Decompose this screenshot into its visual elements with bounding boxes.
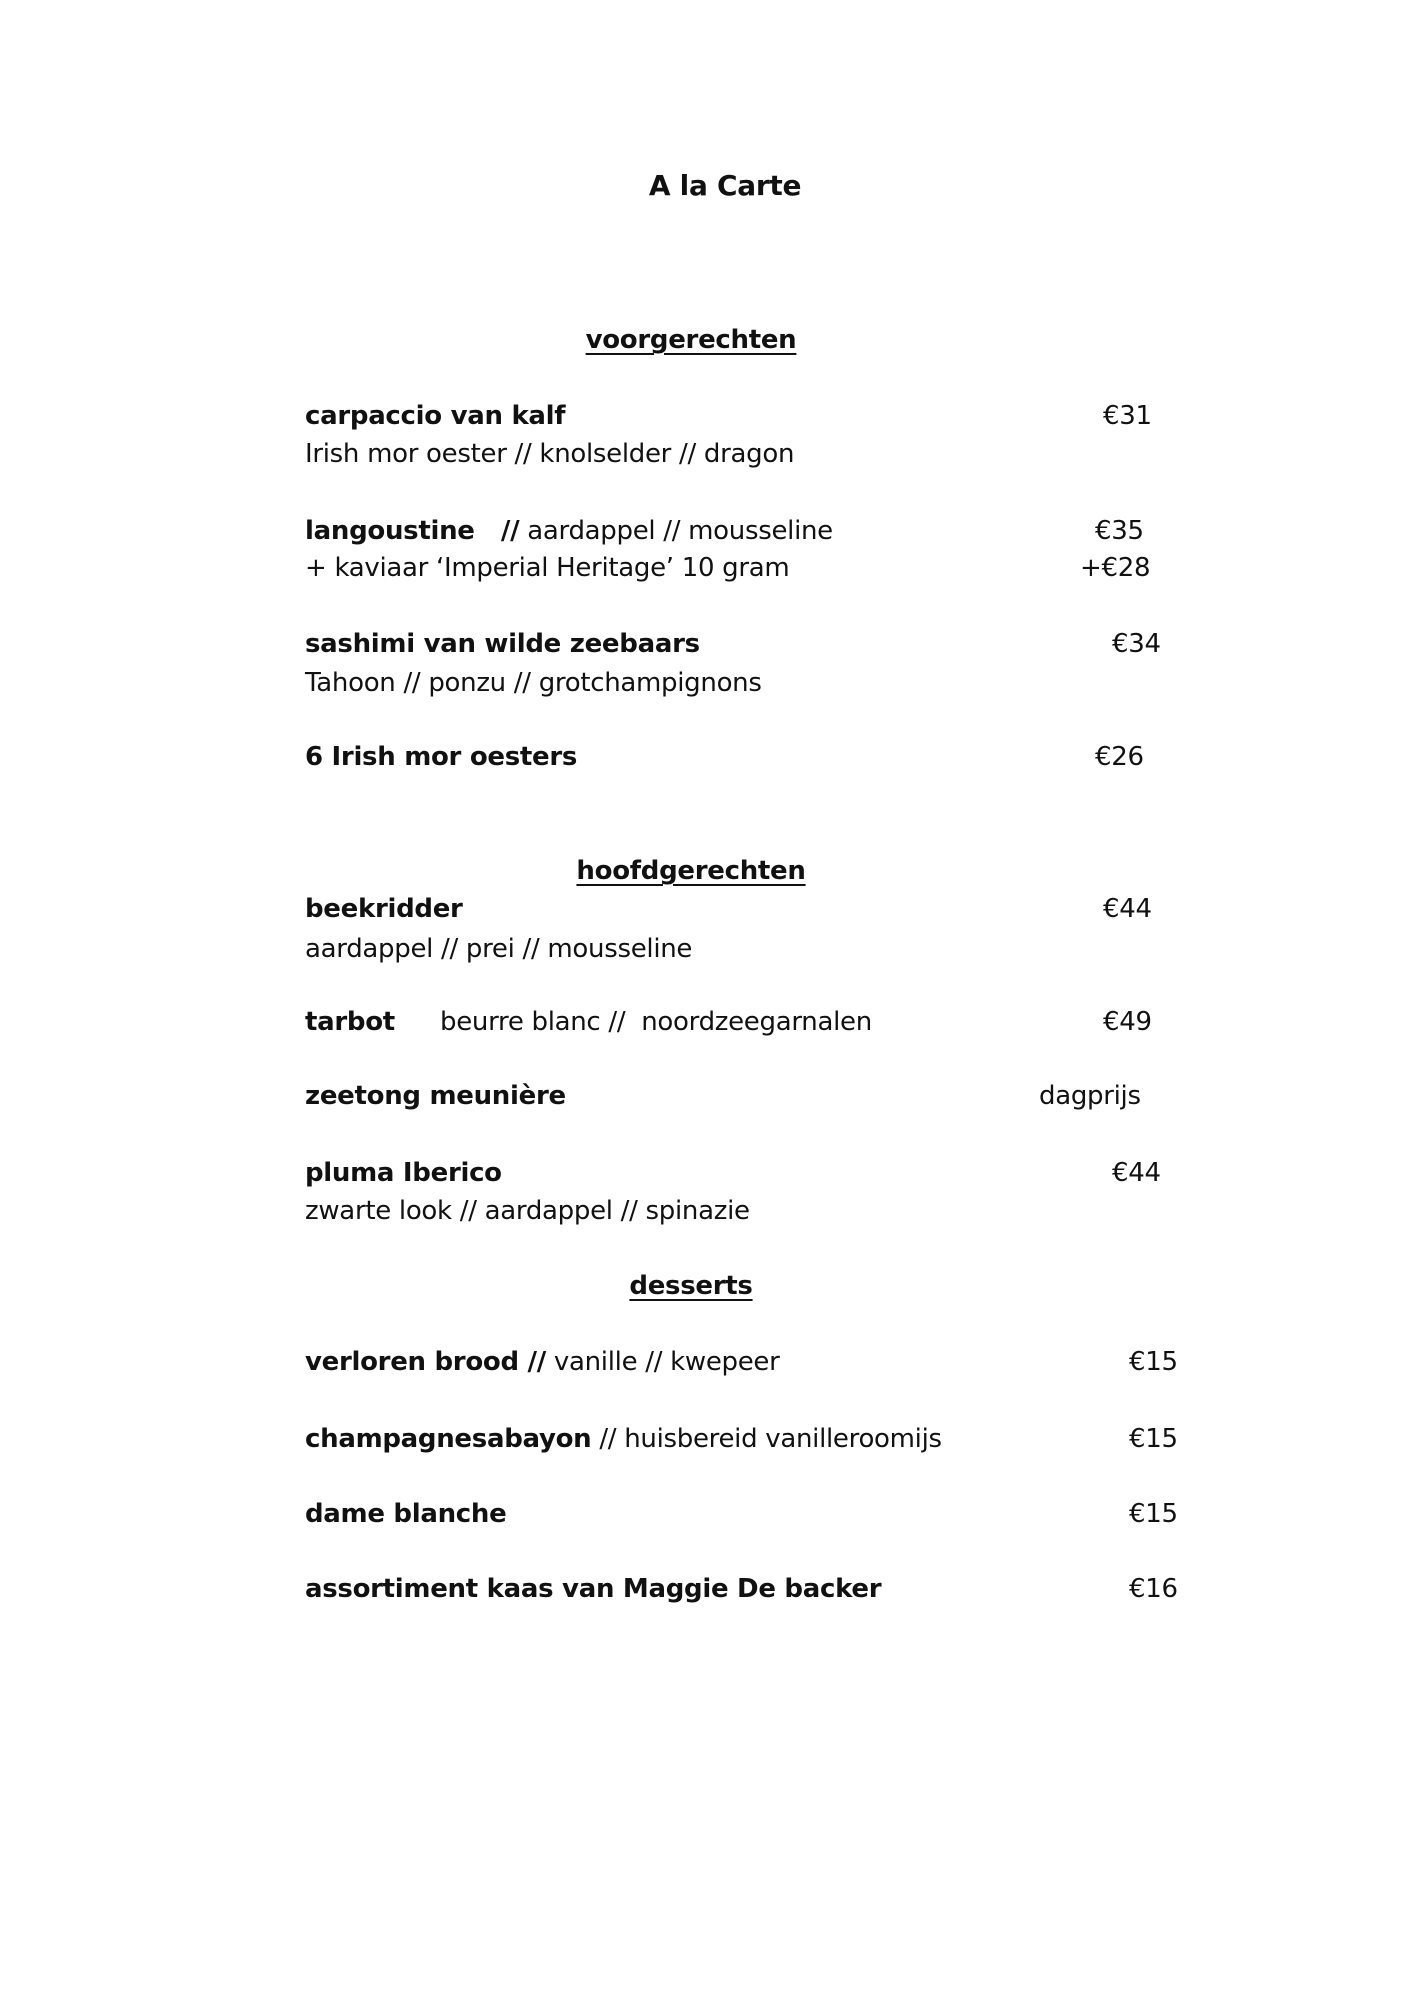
- menu-item-description: beurre blanc // noordzeegarnalen: [440, 1007, 872, 1037]
- menu-item-name: sashimi van wilde zeebaars: [305, 629, 700, 659]
- menu-item-price: €44: [1103, 894, 1152, 924]
- menu-item-separator: //: [474, 516, 520, 546]
- menu-item-price: €34: [1112, 629, 1161, 659]
- menu-item-extra-price: +€28: [1080, 553, 1151, 583]
- section-heading-desserts: desserts: [629, 1271, 753, 1301]
- menu-item-name: champagnesabayon: [305, 1424, 592, 1454]
- menu-title: A la Carte: [648, 169, 802, 202]
- menu-item-description: zwarte look // aardappel // spinazie: [305, 1196, 750, 1226]
- menu-item-name: assortiment kaas van Maggie De backer: [305, 1574, 882, 1604]
- menu-item-name: tarbot: [305, 1007, 395, 1037]
- menu-item-description: aardappel // prei // mousseline: [305, 934, 693, 964]
- menu-item-price: €16: [1129, 1574, 1178, 1604]
- menu-item-description: aardappel // mousseline: [519, 516, 833, 546]
- menu-item-price: dagprijs: [1039, 1081, 1141, 1111]
- menu-item-description: vanille // kwepeer: [545, 1347, 780, 1377]
- menu-item-price: €26: [1095, 742, 1144, 772]
- menu-item-description: // huisbereid vanilleroomijs: [591, 1424, 942, 1454]
- menu-item-line: [305, 516, 833, 546]
- menu-item-line: [305, 1347, 780, 1377]
- section-heading-mains: hoofdgerechten: [576, 856, 806, 886]
- menu-item-price: €49: [1103, 1007, 1152, 1037]
- menu-item-price: €44: [1112, 1158, 1161, 1188]
- menu-item-price: €31: [1103, 401, 1152, 431]
- menu-item-description: Irish mor oester // knolselder // dragon: [305, 439, 795, 469]
- menu-item-extra: + kaviaar ‘Imperial Heritage’ 10 gram: [305, 553, 790, 583]
- menu-item-name: dame blanche: [305, 1499, 507, 1529]
- menu-item-name: pluma Iberico: [305, 1158, 502, 1188]
- menu-item-name: zeetong meunière: [305, 1081, 566, 1111]
- menu-item-separator: //: [518, 1347, 546, 1377]
- menu-item-name: verloren brood: [305, 1347, 519, 1377]
- menu-item-price: €15: [1129, 1499, 1178, 1529]
- menu-item-name: carpaccio van kalf: [305, 401, 566, 431]
- menu-item-description: Tahoon // ponzu // grotchampignons: [305, 668, 762, 698]
- section-heading-starters: voorgerechten: [585, 325, 797, 355]
- menu-item-name: 6 Irish mor oesters: [305, 742, 578, 772]
- menu-item-price: €35: [1095, 516, 1144, 546]
- menu-item-price: €15: [1129, 1347, 1178, 1377]
- menu-item-name: beekridder: [305, 894, 463, 924]
- menu-item-line: [305, 1424, 942, 1454]
- menu-item-name: langoustine: [305, 516, 475, 546]
- menu-item-price: €15: [1129, 1424, 1178, 1454]
